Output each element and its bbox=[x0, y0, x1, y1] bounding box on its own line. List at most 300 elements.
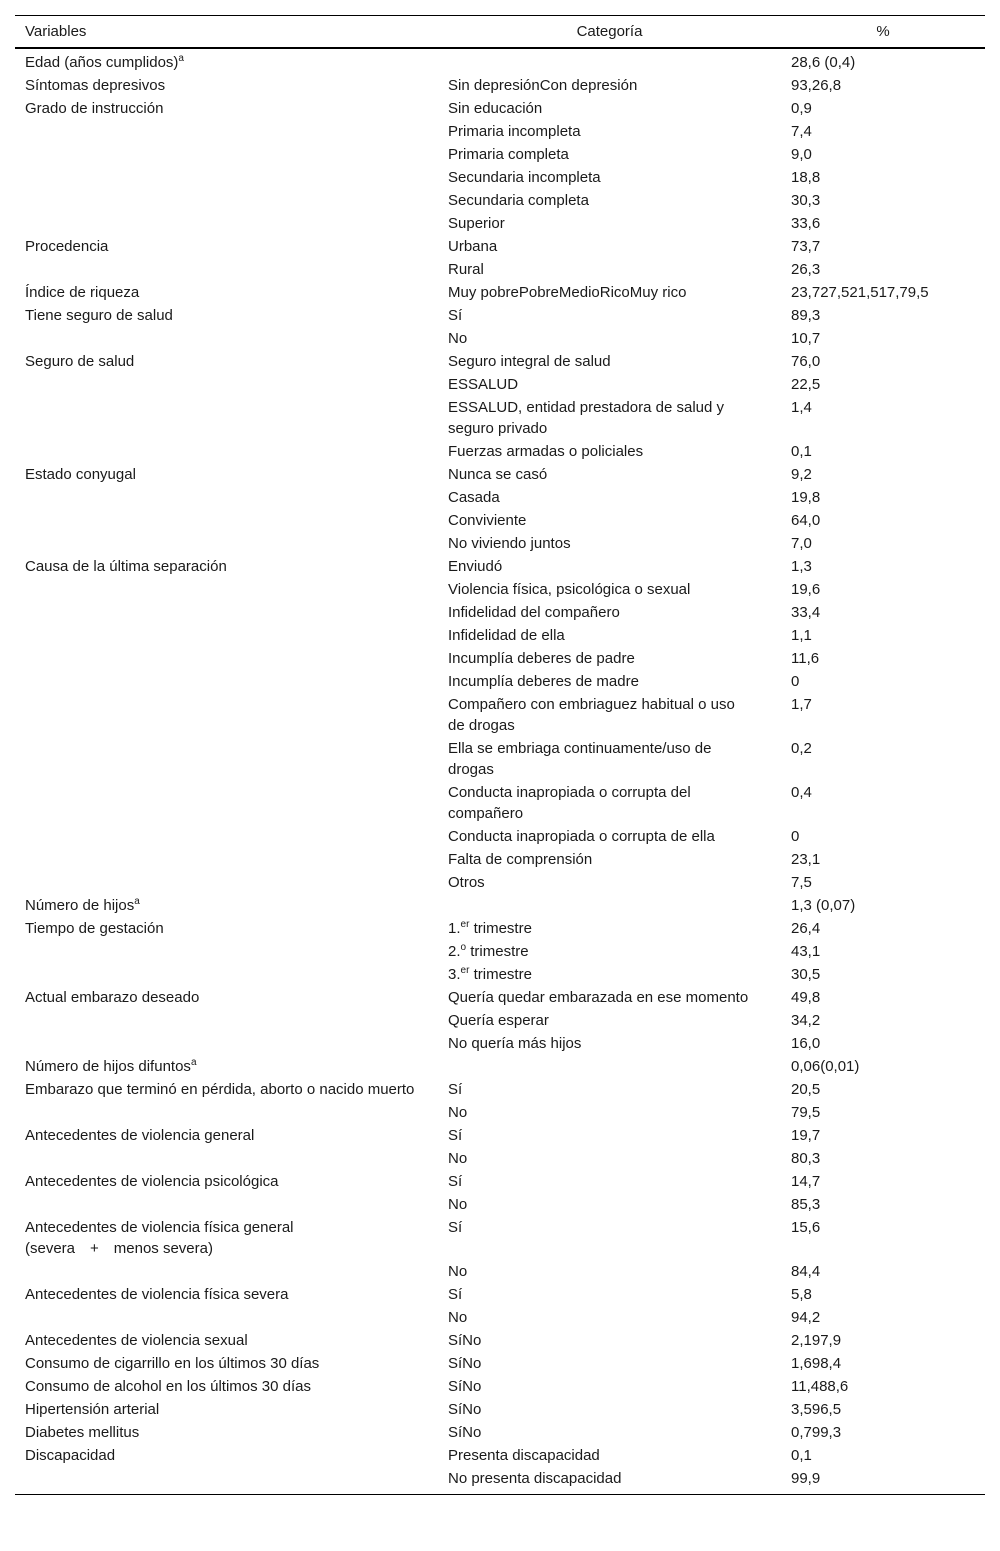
category-label: Sí bbox=[448, 307, 463, 324]
header-variables: Variables bbox=[15, 16, 438, 49]
percent-cell: 18,8 bbox=[791, 169, 821, 186]
variable-cell bbox=[15, 1078, 438, 1101]
variable-cell bbox=[15, 1147, 438, 1170]
variable-label: Causa de la última separación bbox=[25, 558, 227, 575]
table-row bbox=[15, 1124, 985, 1147]
category-cell bbox=[438, 1193, 781, 1216]
variable-cell bbox=[15, 304, 438, 327]
variable-label: Seguro de salud bbox=[25, 353, 135, 370]
table-row bbox=[15, 647, 985, 670]
table-row bbox=[15, 281, 985, 304]
table-row bbox=[15, 463, 985, 486]
category-cell bbox=[438, 624, 781, 647]
table-row bbox=[15, 1421, 985, 1444]
percent-cell: 10,7 bbox=[791, 330, 821, 347]
category-label: 1. bbox=[448, 920, 461, 937]
category-cell bbox=[438, 1147, 781, 1170]
percent-cell: 1,3 (0,07) bbox=[791, 897, 856, 914]
table-row bbox=[15, 781, 985, 825]
table-row bbox=[15, 120, 985, 143]
category-label: Nunca se casó bbox=[448, 466, 548, 483]
table-row bbox=[15, 555, 985, 578]
table-row bbox=[15, 1444, 985, 1467]
table-row bbox=[15, 509, 985, 532]
table-row bbox=[15, 1352, 985, 1375]
variable-cell bbox=[15, 373, 438, 396]
percent-cell: 5,8 bbox=[791, 1286, 812, 1303]
variable-cell bbox=[15, 1306, 438, 1329]
category-cell bbox=[438, 97, 781, 120]
category-label: Compañero con embriaguez habitual o uso de drogas bbox=[448, 696, 735, 734]
percent-cell: 76,0 bbox=[791, 353, 821, 370]
table-row bbox=[15, 1398, 985, 1421]
variable-cell bbox=[15, 120, 438, 143]
table-row bbox=[15, 1147, 985, 1170]
footnote-marker: a bbox=[190, 1057, 197, 1068]
category-label: Urbana bbox=[448, 238, 498, 255]
category-label: Incumplía deberes de madre bbox=[448, 673, 639, 690]
table-row bbox=[15, 143, 985, 166]
table-row bbox=[15, 1170, 985, 1193]
percent-cell: 0,1 bbox=[791, 443, 812, 460]
category-cell bbox=[438, 1124, 781, 1147]
variable-cell bbox=[15, 1375, 438, 1398]
ordinal-suffix: o bbox=[460, 942, 467, 953]
percent-cell: 93,26,8 bbox=[791, 77, 842, 94]
variable-cell bbox=[15, 1101, 438, 1124]
percent-cell: 19,6 bbox=[791, 581, 821, 598]
variable-cell bbox=[15, 1283, 438, 1306]
category-label: Superior bbox=[448, 215, 505, 232]
category-cell bbox=[438, 1009, 781, 1032]
variable-label: Hipertensión arterial bbox=[25, 1401, 160, 1418]
variable-label: Consumo de cigarrillo en los últimos 30 días bbox=[25, 1355, 320, 1372]
variable-cell bbox=[15, 143, 438, 166]
category-label: No bbox=[448, 330, 468, 347]
percent-cell: 11,488,6 bbox=[791, 1378, 849, 1395]
category-cell bbox=[438, 940, 781, 963]
variable-cell bbox=[15, 1467, 438, 1495]
category-label-suffix: trimestre bbox=[466, 943, 529, 960]
table-row bbox=[15, 1101, 985, 1124]
table-row bbox=[15, 48, 985, 74]
category-cell bbox=[438, 281, 781, 304]
table-row bbox=[15, 871, 985, 894]
variable-cell bbox=[15, 871, 438, 894]
variable-label: Síntomas depresivos bbox=[25, 77, 166, 94]
table-row bbox=[15, 327, 985, 350]
category-label: Falta de comprensión bbox=[448, 851, 593, 868]
variable-cell bbox=[15, 486, 438, 509]
variable-cell bbox=[15, 212, 438, 235]
variable-cell bbox=[15, 166, 438, 189]
percent-cell: 1,4 bbox=[791, 399, 812, 416]
variable-label: Tiene seguro de salud bbox=[25, 307, 173, 324]
variable-cell bbox=[15, 737, 438, 781]
category-label: Sí bbox=[448, 1219, 463, 1236]
category-label: Sí bbox=[448, 1081, 463, 1098]
percent-cell: 99,9 bbox=[781, 1467, 985, 1495]
table-row bbox=[15, 304, 985, 327]
variable-label: Discapacidad bbox=[25, 1447, 116, 1464]
variable-cell bbox=[15, 1444, 438, 1467]
variable-cell bbox=[15, 235, 438, 258]
percent-cell: 3,596,5 bbox=[791, 1401, 842, 1418]
category-label: Primaria incompleta bbox=[448, 123, 581, 140]
percent-cell: 7,5 bbox=[791, 874, 812, 891]
table-row bbox=[15, 670, 985, 693]
table-row bbox=[15, 1009, 985, 1032]
category-label: Sí bbox=[448, 1127, 463, 1144]
data-table bbox=[15, 15, 985, 1495]
variable-cell bbox=[15, 1170, 438, 1193]
variable-cell bbox=[15, 1398, 438, 1421]
category-label: SíNo bbox=[448, 1332, 482, 1349]
percent-cell: 1,3 bbox=[791, 558, 812, 575]
percent-cell: 11,6 bbox=[791, 650, 820, 667]
variable-cell bbox=[15, 848, 438, 871]
table-row bbox=[15, 532, 985, 555]
category-cell bbox=[438, 373, 781, 396]
category-cell bbox=[438, 327, 781, 350]
variable-cell bbox=[15, 601, 438, 624]
table-row bbox=[15, 189, 985, 212]
table-row bbox=[15, 373, 985, 396]
percent-cell: 9,0 bbox=[791, 146, 812, 163]
table-row bbox=[15, 166, 985, 189]
category-label: No bbox=[448, 1263, 468, 1280]
category-cell bbox=[438, 1398, 781, 1421]
category-label-suffix: trimestre bbox=[469, 920, 532, 937]
category-label: ESSALUD bbox=[448, 376, 519, 393]
category-label: ESSALUD, entidad prestadora de salud y seguro privado bbox=[448, 399, 724, 437]
percent-cell: 28,6 (0,4) bbox=[791, 54, 856, 71]
category-label: Infidelidad del compañero bbox=[448, 604, 620, 621]
variable-label: Grado de instrucción bbox=[25, 100, 164, 117]
header-categoria: Categoría bbox=[438, 16, 781, 49]
category-cell bbox=[438, 1032, 781, 1055]
category-label: Ella se embriaga continuamente/uso de drogas bbox=[448, 740, 712, 778]
category-label: No viviendo juntos bbox=[448, 535, 571, 552]
percent-cell: 23,727,521,517,79,5 bbox=[791, 284, 929, 301]
percent-cell: 0 bbox=[791, 828, 800, 845]
percent-cell: 43,1 bbox=[791, 943, 821, 960]
category-label: Secundaria incompleta bbox=[448, 169, 601, 186]
category-cell bbox=[438, 1170, 781, 1193]
category-label: SíNo bbox=[448, 1401, 482, 1418]
category-cell bbox=[438, 1101, 781, 1124]
category-label: Rural bbox=[448, 261, 484, 278]
category-label: Quería quedar embarazada en ese momento bbox=[448, 989, 749, 1006]
category-label: No bbox=[448, 1150, 468, 1167]
percent-cell: 34,2 bbox=[791, 1012, 821, 1029]
variable-cell bbox=[15, 97, 438, 120]
category-cell bbox=[438, 1283, 781, 1306]
category-label: No presenta discapacidad bbox=[448, 1470, 622, 1487]
category-cell bbox=[438, 1260, 781, 1283]
variable-cell bbox=[15, 825, 438, 848]
percent-cell: 15,6 bbox=[791, 1219, 821, 1236]
category-label: Sí bbox=[448, 1286, 463, 1303]
category-label: Otros bbox=[448, 874, 485, 891]
category-cell bbox=[438, 825, 781, 848]
category-cell bbox=[438, 670, 781, 693]
variable-label: Diabetes mellitus bbox=[25, 1424, 140, 1441]
variable-label: Índice de riqueza bbox=[25, 284, 140, 301]
variable-cell bbox=[15, 1329, 438, 1352]
table-row bbox=[15, 986, 985, 1009]
variable-label: Consumo de alcohol en los últimos 30 días bbox=[25, 1378, 311, 1395]
category-label: Muy pobrePobreMedioRicoMuy rico bbox=[448, 284, 687, 301]
percent-cell: 0,9 bbox=[791, 100, 812, 117]
category-label: Sin educación bbox=[448, 100, 543, 117]
category-label: No bbox=[448, 1104, 468, 1121]
percent-cell: 79,5 bbox=[791, 1104, 821, 1121]
variable-cell bbox=[15, 281, 438, 304]
table-row bbox=[15, 1467, 985, 1495]
percent-cell: 1,7 bbox=[791, 696, 812, 713]
variable-cell bbox=[15, 74, 438, 97]
percent-cell: 7,4 bbox=[791, 123, 812, 140]
percent-cell: 94,2 bbox=[791, 1309, 821, 1326]
category-cell bbox=[438, 1467, 781, 1495]
category-label: Casada bbox=[448, 489, 500, 506]
category-cell bbox=[438, 440, 781, 463]
category-cell bbox=[438, 894, 781, 917]
percent-cell: 85,3 bbox=[791, 1196, 821, 1213]
category-label: Fuerzas armadas o policiales bbox=[448, 443, 644, 460]
category-cell bbox=[438, 781, 781, 825]
variable-cell bbox=[15, 1216, 438, 1260]
percent-cell: 14,7 bbox=[791, 1173, 821, 1190]
category-label: SíNo bbox=[448, 1355, 482, 1372]
category-cell bbox=[438, 986, 781, 1009]
variable-cell bbox=[15, 327, 438, 350]
category-label: No bbox=[448, 1309, 468, 1326]
category-cell bbox=[438, 1329, 781, 1352]
category-label: Violencia física, psicológica o sexual bbox=[448, 581, 691, 598]
percent-cell: 0,2 bbox=[791, 740, 812, 757]
category-cell bbox=[438, 1078, 781, 1101]
percent-cell: 1,698,4 bbox=[791, 1355, 842, 1372]
category-cell bbox=[438, 848, 781, 871]
ordinal-suffix: er bbox=[460, 919, 470, 930]
table-row bbox=[15, 963, 985, 986]
percent-cell: 84,4 bbox=[791, 1263, 821, 1280]
table-row bbox=[15, 1375, 985, 1398]
percent-cell: 33,6 bbox=[791, 215, 821, 232]
percent-cell: 22,5 bbox=[791, 376, 821, 393]
ordinal-suffix: er bbox=[460, 965, 470, 976]
category-label: Conducta inapropiada o corrupta del compañero bbox=[448, 784, 691, 822]
variable-cell bbox=[15, 1032, 438, 1055]
percent-cell: 0 bbox=[791, 673, 800, 690]
category-label: Sin depresiónCon depresión bbox=[448, 77, 638, 94]
table-row bbox=[15, 486, 985, 509]
category-cell bbox=[438, 396, 781, 440]
variable-label: Número de hijos bbox=[25, 897, 135, 914]
variable-cell bbox=[15, 463, 438, 486]
footnote-marker: a bbox=[134, 896, 140, 907]
variable-label: Antecedentes de violencia general bbox=[25, 1127, 255, 1144]
category-label: Enviudó bbox=[448, 558, 503, 575]
variable-cell bbox=[15, 509, 438, 532]
table-row bbox=[15, 258, 985, 281]
percent-cell: 26,3 bbox=[791, 261, 821, 278]
table-row bbox=[15, 1193, 985, 1216]
category-cell bbox=[438, 509, 781, 532]
category-cell bbox=[438, 235, 781, 258]
table-row bbox=[15, 1329, 985, 1352]
category-label: Conducta inapropiada o corrupta de ella bbox=[448, 828, 715, 845]
category-cell bbox=[438, 963, 781, 986]
category-label: SíNo bbox=[448, 1424, 482, 1441]
variable-cell bbox=[15, 1260, 438, 1283]
footnote-marker: a bbox=[178, 53, 184, 64]
variable-label: Antecedentes de violencia física severa bbox=[25, 1286, 289, 1303]
variable-label: Tiempo de gestación bbox=[25, 920, 164, 937]
percent-cell: 7,0 bbox=[791, 535, 812, 552]
variable-cell bbox=[15, 1124, 438, 1147]
variable-cell bbox=[15, 396, 438, 440]
percent-cell: 64,0 bbox=[791, 512, 821, 529]
category-cell bbox=[438, 258, 781, 281]
category-cell bbox=[438, 647, 781, 670]
table-row bbox=[15, 693, 985, 737]
category-cell bbox=[438, 1444, 781, 1467]
category-cell bbox=[438, 1421, 781, 1444]
percent-cell: 16,0 bbox=[791, 1035, 821, 1052]
table-row bbox=[15, 578, 985, 601]
percent-cell: 0,1 bbox=[791, 1447, 812, 1464]
variable-cell bbox=[15, 532, 438, 555]
table-row bbox=[15, 1306, 985, 1329]
category-cell bbox=[438, 189, 781, 212]
percent-cell: 30,3 bbox=[791, 192, 821, 209]
category-cell bbox=[438, 693, 781, 737]
variable-cell bbox=[15, 1421, 438, 1444]
variable-label-line2: (severa + menos severa) bbox=[25, 1240, 213, 1257]
category-cell bbox=[438, 1055, 781, 1078]
table-row bbox=[15, 624, 985, 647]
table-body bbox=[15, 48, 985, 1495]
percent-cell: 30,5 bbox=[791, 966, 821, 983]
category-cell bbox=[438, 532, 781, 555]
variable-label: Actual embarazo deseado bbox=[25, 989, 200, 1006]
category-label: Secundaria completa bbox=[448, 192, 589, 209]
category-cell bbox=[438, 166, 781, 189]
table-row bbox=[15, 917, 985, 940]
percent-cell: 23,1 bbox=[791, 851, 821, 868]
percent-cell: 73,7 bbox=[791, 238, 821, 255]
variable-label: Procedencia bbox=[25, 238, 109, 255]
percent-cell: 89,3 bbox=[791, 307, 821, 324]
table-row bbox=[15, 1260, 985, 1283]
percent-cell: 20,5 bbox=[791, 1081, 821, 1098]
table-row bbox=[15, 848, 985, 871]
table-row bbox=[15, 396, 985, 440]
category-label: 3. bbox=[448, 966, 461, 983]
percent-cell: 26,4 bbox=[791, 920, 821, 937]
category-cell bbox=[438, 74, 781, 97]
variable-cell bbox=[15, 693, 438, 737]
category-cell bbox=[438, 1216, 781, 1260]
category-label: Conviviente bbox=[448, 512, 527, 529]
variable-cell bbox=[15, 963, 438, 986]
table-row bbox=[15, 737, 985, 781]
variable-cell bbox=[15, 48, 438, 74]
table-row bbox=[15, 97, 985, 120]
variable-label: Antecedentes de violencia psicológica bbox=[25, 1173, 279, 1190]
table-header bbox=[15, 16, 985, 49]
category-cell bbox=[438, 350, 781, 373]
category-cell bbox=[438, 737, 781, 781]
category-label: No quería más hijos bbox=[448, 1035, 582, 1052]
table-row bbox=[15, 212, 985, 235]
variable-cell bbox=[15, 1055, 438, 1078]
variable-cell bbox=[15, 1009, 438, 1032]
percent-cell: 9,2 bbox=[791, 466, 812, 483]
variable-label: Número de hijos difuntos bbox=[25, 1058, 191, 1075]
category-cell bbox=[438, 304, 781, 327]
table-row bbox=[15, 74, 985, 97]
category-label: 2. bbox=[448, 943, 461, 960]
category-cell bbox=[438, 871, 781, 894]
variable-cell bbox=[15, 670, 438, 693]
table-row bbox=[15, 350, 985, 373]
category-cell bbox=[438, 48, 781, 74]
category-cell bbox=[438, 1306, 781, 1329]
table-row bbox=[15, 1283, 985, 1306]
category-cell bbox=[438, 463, 781, 486]
variable-cell bbox=[15, 624, 438, 647]
category-label: Primaria completa bbox=[448, 146, 569, 163]
category-label-suffix: trimestre bbox=[469, 966, 532, 983]
percent-cell: 2,197,9 bbox=[791, 1332, 842, 1349]
percent-cell: 19,8 bbox=[791, 489, 821, 506]
percent-cell: 19,7 bbox=[791, 1127, 821, 1144]
variable-label: Antecedentes de violencia sexual bbox=[25, 1332, 248, 1349]
variable-cell bbox=[15, 986, 438, 1009]
category-cell bbox=[438, 212, 781, 235]
category-cell bbox=[438, 1352, 781, 1375]
variable-cell bbox=[15, 647, 438, 670]
variable-cell bbox=[15, 781, 438, 825]
category-cell bbox=[438, 917, 781, 940]
variable-cell bbox=[15, 578, 438, 601]
header-percent: % bbox=[781, 16, 985, 49]
variable-label: Estado conyugal bbox=[25, 466, 136, 483]
percent-cell: 0,4 bbox=[791, 784, 812, 801]
category-label: Seguro integral de salud bbox=[448, 353, 611, 370]
variable-cell bbox=[15, 350, 438, 373]
variable-label: Antecedentes de violencia física general bbox=[25, 1219, 294, 1236]
percent-cell: 1,1 bbox=[791, 627, 812, 644]
category-label: Sí bbox=[448, 1173, 463, 1190]
table-row bbox=[15, 440, 985, 463]
variable-cell bbox=[15, 894, 438, 917]
variable-cell bbox=[15, 940, 438, 963]
variable-cell bbox=[15, 1193, 438, 1216]
category-cell bbox=[438, 578, 781, 601]
variable-cell bbox=[15, 917, 438, 940]
table-row bbox=[15, 940, 985, 963]
table-row bbox=[15, 1055, 985, 1078]
table-row bbox=[15, 894, 985, 917]
category-label: Quería esperar bbox=[448, 1012, 549, 1029]
category-cell bbox=[438, 143, 781, 166]
table-row bbox=[15, 1078, 985, 1101]
